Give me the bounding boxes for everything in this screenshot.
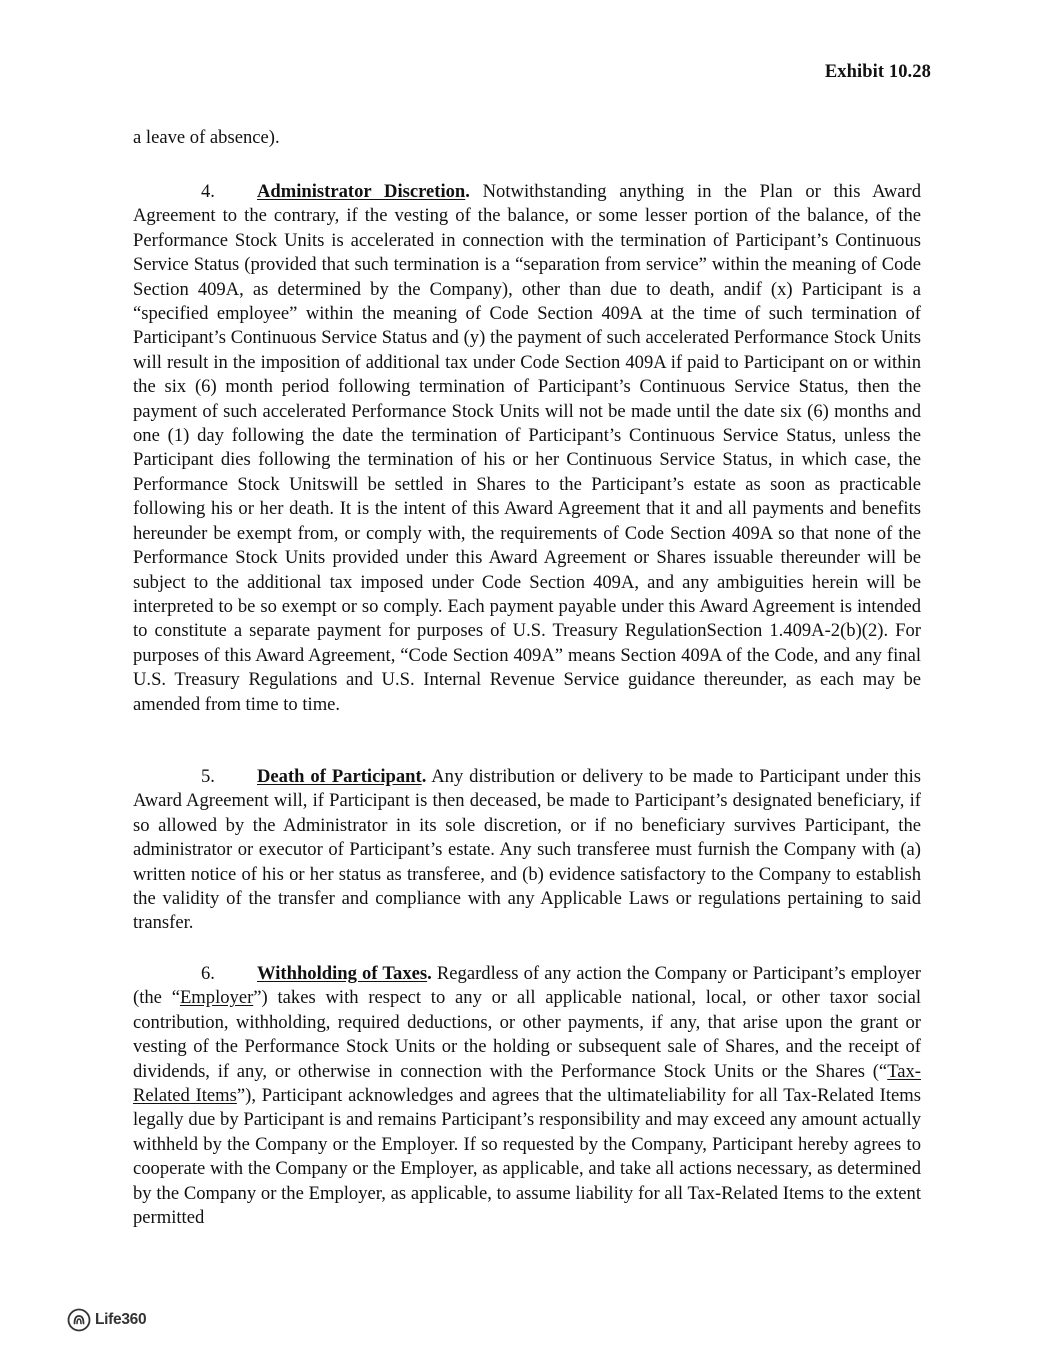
defined-term-tax-related-items: Tax-Related Items — [133, 1060, 921, 1107]
section-6-text-c: ”), Participant acknowledges and agrees that the ultimateliability for all Tax-Related Items legally due by Participant is and remains Participant’s responsibility and may exceed any amount actually withheld by the Company or the Employer. If so requested by the Company, Participant hereby agrees to cooperate with the Company or the Employer, as applicable, and take all actions necessary, as determined by the Company or the Employer, as applicable, to assume liability for all Tax-Related Items to the extent permitted — [133, 1085, 921, 1229]
section-4-number: 4. — [201, 181, 215, 202]
section-5-paragraph — [133, 765, 921, 936]
footer-logo — [67, 1307, 146, 1333]
section-6-number: 6. — [201, 963, 215, 984]
section-5-heading-period: . — [421, 766, 427, 787]
section-4-text: Notwithstanding anything in the Plan or this Award Agreement to the contrary, if the vesting of the balance, or some lesser portion of the balance, of the Performance Stock Units is accelerated in connection with the termination of Participant’s Continuous Service Status (provided that such termination is a “separation from service” within the meaning of Code Section 409A, as determined by the Company), other than due to death, andif (x) Participant is a “specified employee” within the meaning of Code Section 409A at the time of such termination of Participant’s Continuous Service Status and (y) the payment of such accelerated Performance Stock Units will result in the imposition of additional tax under Code Section 409A if paid to Participant on or within the six (6) month period following termination of Participant’s Continuous Service Status, then the payment of such accelerated Performance Stock Units will not be made until the date six (6) months and one (1) day following the date the termination of Participant’s Continuous Service Status, unless the Participant dies following the termination of his or her Continuous Service Status, in which case, the Performance Stock Unitswill be settled in Shares to the Participant’s estate as soon as practicable following his or her death. It is the intent of this Award Agreement that it and all payments and benefits hereunder be exempt from, or comply with, the requirements of Code Section 409A so that none of the Performance Stock Units provided under this Award Agreement or Shares issuable thereunder will be subject to the additional tax imposed under Code Section 409A, and any ambiguities herein will be interpreted to be so exempt or so comply. Each payment payable under this Award Agreement is intended to constitute a separate payment for purposes of U.S. Treasury RegulationSection 1.409A-2(b)(2). For purposes of this Award Agreement, “Code Section 409A” means Section 409A of the Code, and any final U.S. Treasury Regulations and U.S. Internal Revenue Service guidance thereunder, as each may be amended from time to time. — [133, 181, 921, 715]
section-6-text-a: Regardless of any action the Company or Participant’s employer (the “ — [133, 963, 921, 1009]
section-6-paragraph — [133, 962, 921, 1230]
defined-term-employer: Employer — [179, 987, 254, 1009]
section-5-heading: Death of Participant — [257, 766, 422, 787]
section-6-heading: Withholding of Taxes — [257, 963, 428, 984]
section-5-number: 5. — [201, 766, 215, 787]
section-5-text: Any distribution or delivery to be made to Participant under this Award Agreement will, if Participant is then deceased, be made to Participant’s designated beneficiary, if so allowed by the Administrator in its sole discretion, or if no beneficiary survives Participant, the administrator or executor of Participant’s estate. Any such transferee must furnish the Company with (a) written notice of his or her status as transferee, and (b) evidence satisfactory to the Company to establish the validity of the transfer and compliance with any Applicable Laws or regulations pertaining to said transfer. — [133, 766, 921, 934]
section-6-text-b: ”) takes with respect to any or all applicable national, local, or other taxor social contribution, withholding, required deductions, or other payments, if any, that arise upon the grant or vesting of the Performance Stock Units or the holding or subsequent sale of Shares, and the receipt of dividends, if any, or otherwise in connection with the Performance Stock Units or the Shares (“ — [133, 987, 921, 1082]
life360-logo-icon — [67, 1308, 91, 1332]
section-4-paragraph — [133, 180, 921, 717]
exhibit-label: Exhibit 10.28 — [824, 62, 931, 82]
continuation-text: a leave of absence). — [133, 127, 280, 148]
logo-text: Life360 — [95, 1311, 147, 1328]
section-4-heading-period: . — [465, 181, 470, 202]
section-4-heading: Administrator Discretion — [257, 181, 466, 202]
section-6-heading-period: . — [427, 963, 432, 984]
